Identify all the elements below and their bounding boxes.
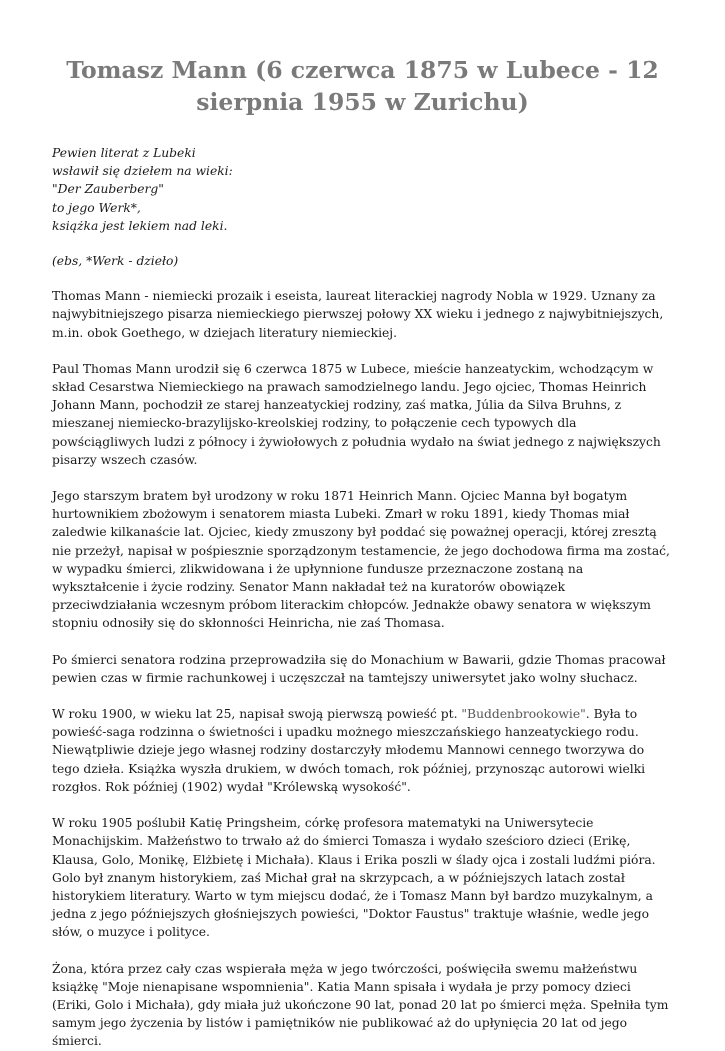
paragraph-intro: Thomas Mann - niemiecki prozaik i eseista, laureat literackiej nagrody Nobla w 1929. Uznany za najwybitniejszego pisarza niemieckiego pierwszej połowy XX wieku i jednego z najwybitniejszych, m.in. obok Goethego, w dziejach literatury niemieckiej. <box>52 289 664 340</box>
limerick-poem <box>52 144 673 235</box>
poem-line: wsławił się dziełem na wieki: <box>52 164 233 179</box>
poem-line: książka jest lekiem nad leki. <box>52 218 228 233</box>
poem-footnote: (ebs, *Werk - dzieło) <box>52 254 179 269</box>
poem-line: "Der Zauberberg" <box>52 182 164 197</box>
paragraph-marriage: W roku 1905 poślubił Katię Pringsheim, córkę profesora matematyki na Uniwersytecie Monachijskim. Małżeństwo to trwało aż do śmierci Tomasza i wydało sześcioro dzieci (Erikę, Klausa, Golo, Monikę, Elżbietę i Michała). Klaus i Erika poszli w ślady ojca i zostali ludźmi pióra. Golo był znanym historykiem, zaś Michał grał na skrzypcach, a w późniejszych latach został historykiem literatury. Warto w tym miejscu dodać, że i Tomasz Mann był bardzo muzykalnym, a jedna z jego późniejszych głośniejszych powieści, "Doktor Faustus" traktuje właśnie, wedle jego słów, o muzyce i polityce. <box>52 816 656 940</box>
book-title-buddenbrookowie: "Buddenbrookowie" <box>461 707 586 722</box>
paragraph-buddenbrooks <box>52 705 673 796</box>
paragraph-text: W roku 1900, w wieku lat 25, napisał swoją pierwszą powieść pt. <box>52 707 462 722</box>
paragraph-birth: Paul Thomas Mann urodził się 6 czerwca 1875 w Lubece, mieście hanzeatyckim, wchodzącym w skład Cesarstwa Niemieckiego na prawach samodzielnego landu. Jego ojciec, Thomas Heinrich Johann Mann, pochodził ze starej hanzeatyckiej rodziny, zaś matka, Júlia da Silva Bruhns, z mieszanej niemiecko-brazylijsko-kreolskiej rodziny, to połączenie cech typowych dla powściągliwych ludzi z północy i żywiołowych z południa wydało na świat jednego z największych pisarzy wszech czasów. <box>52 361 661 467</box>
paragraph-wife: Żona, która przez cały czas wspierała męża w jego twórczości, poświęciła swemu małżeństwu książkę "Moje nienapisane wspomnienia". Katia Mann spisała i wydała je przy pomocy dzieci (Eriki, Golo i Michała), gdy miała już ukończone 90 lat, ponad 20 lat po śmierci męża. Spełniła tym samym jego życzenia by listów i pamiętników nie publikować aż do upłynięcia 20 lat od jego śmierci. <box>52 961 669 1049</box>
paragraph-family: Jego starszym bratem był urodzony w roku 1871 Heinrich Mann. Ojciec Manna był bogatym hurtownikiem zbożowym i senatorem miasta Lubeki. Zmarł w roku 1891, kiedy Thomas miał zaledwie kilkanaście lat. Ojciec, kiedy zmuszony był poddać się poważnej operacji, której zresztą nie przeżył, napisał w pośpiesznie sporządzonym testamencie, że jego dochodowa firma ma zostać, w wypadku śmierci, zlikwidowana i że upłynnione fundusze przeznaczone zostaną na wykształcenie i życie rodziny. Senator Mann nakładał też na kuratorów obowiązek przeciwdziałania wczesnym próbom literackim chłopców. Jednakże obawy senatora w większym stopniu odnosiły się do skłonności Heinricha, nie zaś Thomasa. <box>52 489 670 631</box>
paragraph-text: . Była to powieść-saga rodzinna o świetności i upadku możnego mieszczańskiego hanzeatyckiego rodu. Niewątpliwie dzieje jego własnej rodziny dostarczyły młodemu Mannowi cennego tworzywa do tego dzieła. Książka wyszła drukiem, w dwóch tomach, rok później, przynosząc autorowi wielki rozgłos. Rok później (1902) wydał "Królewską wysokość". <box>52 707 646 794</box>
page-title: Tomasz Mann (6 czerwca 1875 w Lubece - 12 sierpnia 1955 w Zurichu) <box>66 56 659 116</box>
paragraph-munich: Po śmierci senatora rodzina przeprowadziła się do Monachium w Bawarii, gdzie Thomas pracował pewien czas w firmie rachunkowej i uczęszczał na tamtejszy uniwersytet jako wolny słuchacz. <box>52 652 666 685</box>
poem-line: to jego Werk*, <box>52 200 141 215</box>
poem-line: Pewien literat z Lubeki <box>52 146 196 160</box>
